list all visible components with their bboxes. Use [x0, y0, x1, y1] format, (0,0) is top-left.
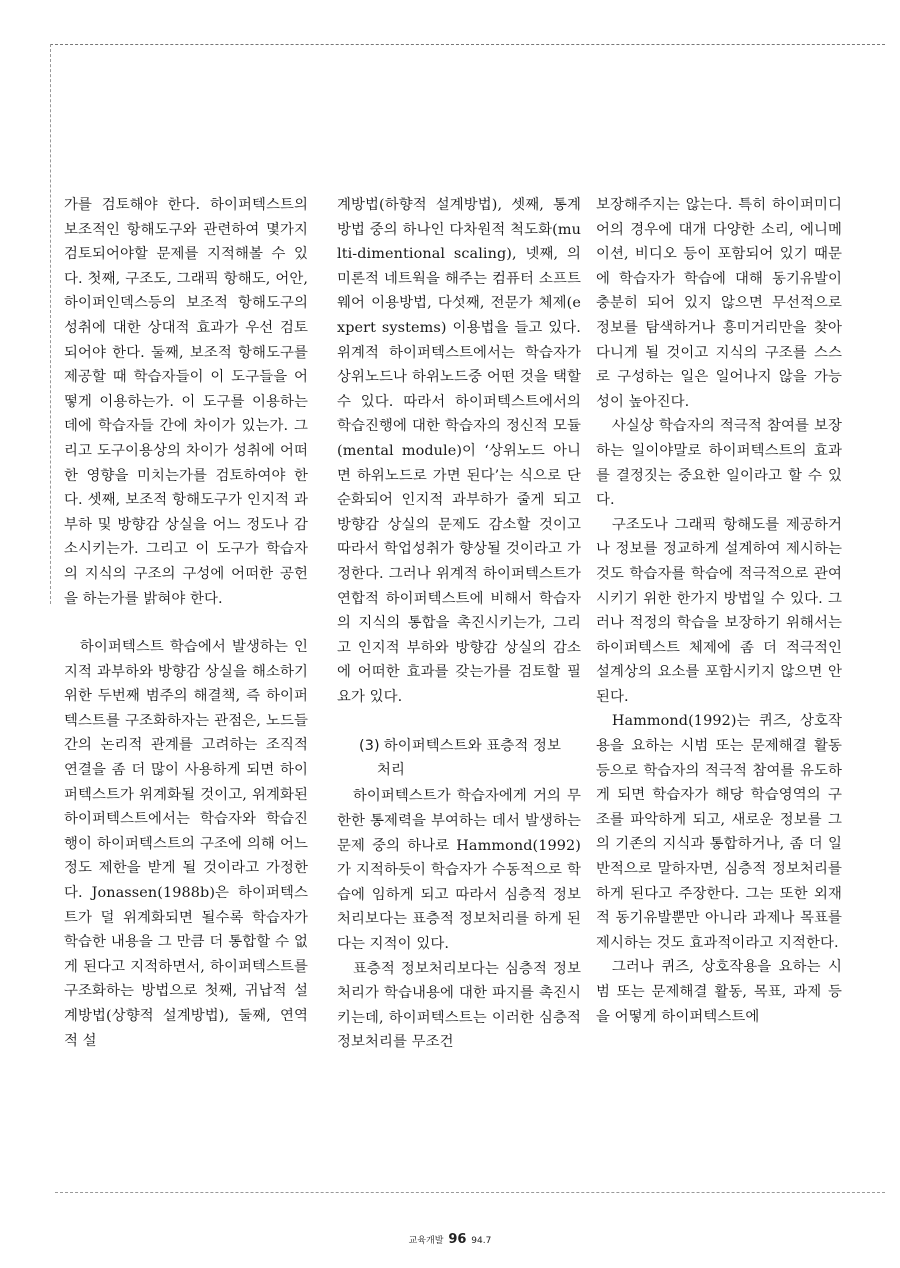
section-title-line-2: 처리 — [377, 762, 406, 779]
paragraph: 하이퍼텍스트 학습에서 발생하는 인지적 과부하와 방향감 상실을 해소하기 위한 두번째 범주의 해결책, 즉 하이퍼텍스트를 구조화하자는 관점은, 노드들간의 논리적 관계를 고려하는 조직적 연결을 좀 더 많이 사용하게 되면 하이퍼텍스트가 위계화될 것이고, 위계화된 하이퍼텍스트에서는 학습자와 학습진행이 하이퍼텍스트의 구조에 의해 어느 정도 제한을 받게 될 것이라고 가정한다. Jonassen(1988b)은 하이퍼텍스트가 덜 위계화되면 될수록 학습자가 학습한 내용을 그 만큼 더 통합할 수 없게 된다고 지적하면서, 하이퍼텍스트를 구조화하는 방법으로 첫째, 귀납적 설계방법(상향적 설계방법), 둘째, 연역적 설 — [64, 639, 308, 1049]
journal-name: 교육개발 — [408, 1236, 444, 1246]
section-title-line-1: 하이퍼텍스트와 표층적 정보 — [383, 738, 562, 755]
text-column-1 — [64, 193, 308, 1053]
bottom-dashed-rule — [55, 1192, 885, 1193]
paragraph: 구조도나 그래픽 항해도를 제공하거나 정보를 정교하게 설계하여 제시하는 것도 학습자를 학습에 적극적으로 관여시키기 위한 한가지 방법일 수 있다. 그러나 적정의 학습을 보장하기 위해서는 하이퍼텍스트 체제에 좀 더 적극적인 설계상의 요소를 포함시키지 않으면 안된다. — [596, 516, 842, 705]
left-dashed-rule — [50, 44, 51, 604]
paragraph: 계방법(하향적 설계방법), 셋째, 통계방법 중의 하나인 다차원적 척도화(multi-dimentional scaling), 넷째, 의미론적 네트웍을 해주는 컴퓨터 소프트웨어 이용방법, 다섯째, 전문가 체제(expert systems) 이용법을 들고 있다. 위계적 하이퍼텍스트에서는 학습자가 상위노드나 하위노드중 어떤 것을 택할 수 있다. 따라서 하이퍼텍스트에서의 학습진행에 대한 학습자의 정신적 모듈(mental module)이 ‘상위노드 아니면 하위노드로 가면 된다’는 식으로 단순화되어 인지적 과부하가 줄게 되고 방향감 상실의 문제도 감소할 것이고 따라서 학업성취가 향상될 것이라고 가정한다. 그러나 위계적 하이퍼텍스트가 연합적 하이퍼텍스트에 비해서 학습자의 지식의 통합을 촉진시키는가, 그리고 인지적 부하와 방향감 상실의 감소에 어떠한 효과를 갖는가를 검토할 필요가 있다. — [337, 197, 581, 705]
paragraph: 그러나 퀴즈, 상호작용을 요하는 시범 또는 문제해결 활동, 목표, 과제 등을 어떻게 하이퍼텍스트에 — [596, 959, 842, 1025]
paragraph: 사실상 학습자의 적극적 참여를 보장하는 일이야말로 하이퍼텍스트의 효과를 결정짓는 중요한 일이라고 할 수 있다. — [596, 418, 842, 509]
issue-date: 94.7 — [471, 1236, 492, 1246]
paragraph: 보장해주지는 않는다. 특히 하이퍼미디어의 경우에 대개 다양한 소리, 에니메이션, 비디오 등이 포함되어 있기 때문에 학습자가 학습에 대해 동기유발이 충분히 되어 있지 않으면 무선적으로 정보를 탐색하거나 흥미거리만을 찾아다니게 될 것이고 지식의 구조를 스스로 구성하는 일은 일어나지 않을 가능성이 높아진다. — [596, 197, 842, 410]
page-number: 96 — [448, 1232, 467, 1247]
text-column-2 — [337, 193, 581, 1055]
paragraph: 가를 검토해야 한다. 하이퍼텍스트의 보조적인 항해도구와 관련하여 몇가지 검토되어야할 문제를 지적해볼 수 있다. 첫째, 구조도, 그래픽 항해도, 어안, 하이퍼인덱스등의 보조적 항해도구의 성취에 대한 상대적 효과가 우선 검토되어야 한다. 둘째, 보조적 항해도구를 제공할 때 학습자들이 이 도구들을 어떻게 이용하는가. 이 도구를 이용하는 데에 학습자들 간에 차이가 있는가. 그리고 도구이용상의 차이가 성취에 어떠한 영향을 미치는가를 검토하여야 한다. 셋째, 보조적 항해도구가 인지적 과부하 및 방향감 상실을 어느 정도나 감소시키는가. 그리고 이 도구가 학습자의 지식의 구조의 구성에 어떠한 공헌을 하는가를 밝혀야 한다. — [64, 197, 308, 607]
section-number: (3) — [359, 738, 380, 755]
section-heading — [337, 734, 581, 782]
page-footer — [0, 1232, 900, 1247]
paragraph: 하이퍼텍스트가 학습자에게 거의 무한한 통제력을 부여하는 데서 발생하는 문제 중의 하나로 Hammond(1992)가 지적하듯이 학습자가 수동적으로 학습에 임하게 되고 따라서 심층적 정보처리보다는 표층적 정보처리를 하게 된다는 지적이 있다. — [337, 788, 581, 953]
top-dashed-rule — [50, 44, 885, 45]
paragraph: 표층적 정보처리보다는 심층적 정보처리가 학습내용에 대한 파지를 촉진시키는데, 하이퍼텍스트는 이러한 심층적 정보처리를 무조건 — [337, 960, 581, 1051]
paragraph: Hammond(1992)는 퀴즈, 상호작용을 요하는 시범 또는 문제해결 활동 등으로 학습자의 적극적 참여를 유도하게 되면 학습자가 해당 학습영역의 구조를 파악하게 되고, 새로운 정보를 그의 기존의 지식과 통합하거나, 좀 더 일반적으로 말하자면, 심층적 정보처리를 하게 된다고 주장한다. 그는 또한 외재적 동기유발뿐만 아니라 과제나 목표를 제시하는 것도 효과적이라고 지적한다. — [596, 713, 842, 951]
text-column-3 — [596, 193, 842, 1029]
